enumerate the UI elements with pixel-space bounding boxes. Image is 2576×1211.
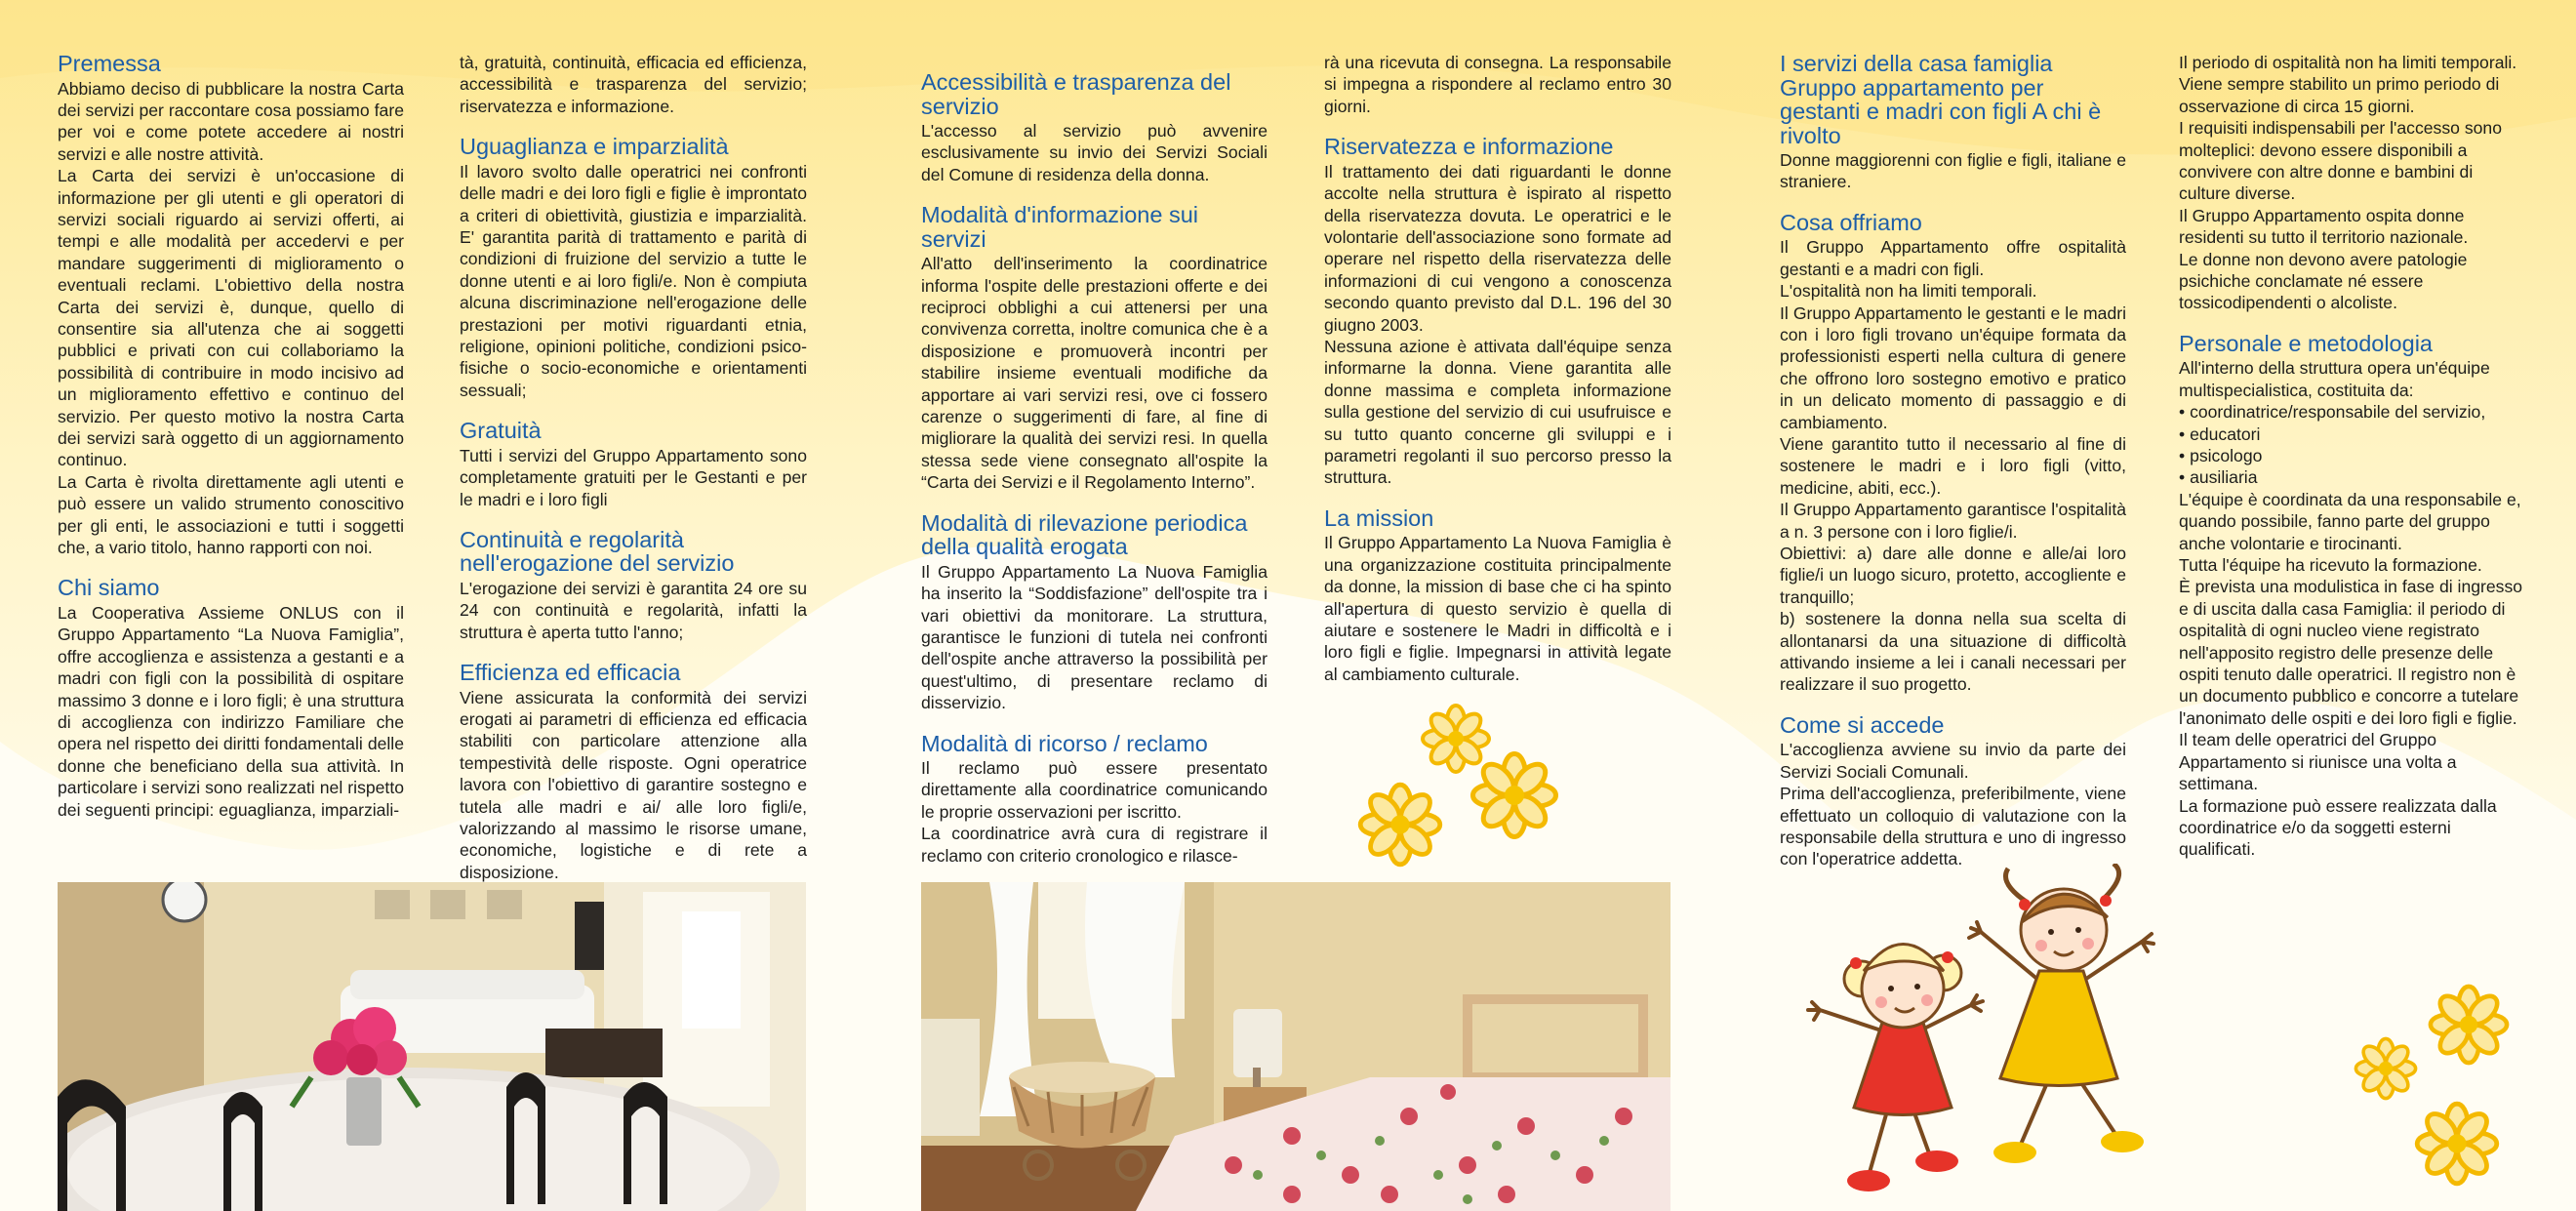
- gratuita-title: Gratuità: [460, 418, 542, 444]
- cosa-offriamo-text-3: Il Gruppo Appartamento le gestanti e le madri con i loro figli trovano un'équipe formata da professionisti esperti nella cultura di genere che offrono loro sostegno emotivo e pratico in un delicato momento di passaggio e di cambiamento.: [1780, 303, 2126, 432]
- continuita-text: L'erogazione dei servizi è garantita 24 ore su 24 con continuità e regolarità, infatti la struttura è aperta tutto l'anno;: [460, 578, 807, 642]
- informazione-servizi-text: All'atto dell'inserimento la coordinatrice informa l'ospite delle prestazioni offerte e dei reciproci obblighi a cui attenersi per una convivenza corretta, inoltre comunica che è a disposizione e promuoverà incontri per stabilire insieme eventuali modifiche da apportare ai vari servizi resi, ove ci fossero carenze o suggerimenti di fare, al fine di migliorare la qualità dei servizi resi. In quella stessa sede viene consegnato all'ospite la “Carta dei Servizi e il Regolamento Interno”.: [921, 254, 1268, 493]
- cosa-offriamo-text-4: Viene garantito tutto il necessario al fine di sostenere le madri e i loro figli (vitto, medicine, abiti, ecc.).: [1780, 433, 2126, 498]
- cosa-offriamo-text: Il Gruppo Appartamento offre ospitalità gestanti e a madri con figli.: [1780, 237, 2126, 279]
- come-si-accede-text-2: Prima dell'accoglienza, preferibilmente, viene effettuato un colloquio di valutazione con la responsabile della struttura e uno di ingresso con l'operatrice addetta.: [1780, 784, 2126, 869]
- riservatezza-title: Riservatezza e informazione: [1324, 134, 1614, 160]
- come-si-accede-text: L'accoglienza avviene su invio da parte dei Servizi Sociali Comunali.: [1780, 740, 2126, 782]
- chi-siamo-text: La Cooperativa Assieme ONLUS con il Gruppo Appartamento “La Nuova Famiglia”, offre accoglienza e assistenza a gestanti e a madri con figli con la possibilità di ospitare massimo 3 donne e i loro figli; è una struttura di accoglienza con indirizzo Familiare che opera nel rispetto dei diritti fondamentali delle donne che beneficiano della sua attività. In particolare i servizi sono realizzati nel rispetto dei seguenti principi: eguaglianza, imparziali-: [58, 602, 404, 820]
- ricorso-text-2: La coordinatrice avrà cura di registrare il reclamo con criterio cronologico e rilasce-: [921, 824, 1268, 866]
- chi-siamo-title: Chi siamo: [58, 575, 160, 601]
- personale-text-4: È prevista una modulistica in fase di ingresso e di uscita dalla casa Famiglia: il periodo di ospitalità di ogni nucleo viene registrato nell'apposito registro delle presenze delle ospiti tenuto dalle operatrici. Il registro non è un documento pubblico e concorre a tutelare l'anonimato delle ospiti e dei loro figli e figlie.: [2179, 577, 2523, 728]
- personale-list: [2179, 401, 2525, 489]
- servizi-text: Donne maggiorenni con figlie e figli, italiane e straniere.: [1780, 150, 2126, 192]
- ricorso-title: Modalità di ricorso / reclamo: [921, 730, 1208, 756]
- accessibilita-text: L'accesso al servizio può avvenire esclusivamente su invio dei Servizi Sociali del Comune di residenza della donna.: [921, 121, 1268, 184]
- cosa-offriamo-text-6: Obiettivi: a) dare alle donne e alle/ai loro figlie/i un luogo sicuro, protetto, accogliente e tranquillo;: [1780, 544, 2126, 607]
- rilevazione-text: Il Gruppo Appartamento La Nuova Famiglia ha inserito la “Soddisfazione” dell'ospite tra i vari obiettivi da monitorare. La struttura, garantisce le funzioni di tutela nei confronti dell'ospite anche attraverso la possibilità per quest'ultimo, di presentare reclamo di disservizio.: [921, 561, 1268, 713]
- uguaglianza-title: Uguaglianza e imparzialità: [460, 134, 729, 160]
- cosa-offriamo-title: Cosa offriamo: [1780, 209, 1922, 235]
- premessa-text-3: La Carta è rivolta direttamente agli utenti e può essere un valido strumento conoscitivo per gli enti, le associazioni e tutti i soggetti che, a vario titolo, hanno rapporti con noi.: [58, 471, 404, 558]
- photo-bedroom: [921, 882, 1670, 1211]
- efficienza-text: Viene assicurata la conformità dei servizi erogati ai parametri di efficienza ed efficacia stabiliti con particolare attenzione alla tempestività delle risposte. Ogni operatrice lavora con l'obiettivo di garantire sostegno e tutela alle madri e ai/ alle loro figli/e, valorizzando al massimo le risorse umane, economiche, logistiche e di rete a disposizione.: [460, 687, 807, 882]
- list-item: • psicologo: [2179, 445, 2525, 466]
- flowers-illustration: [1347, 698, 1581, 873]
- ricorso-text: Il reclamo può essere presentato direttamente alla coordinatrice comunicando le proprie osservazioni per iscritto.: [921, 758, 1268, 822]
- ospitalita-text-5: Le donne non devono avere patologie psichiche conclamate né essere tossicodipendenti o alcoliste.: [2179, 249, 2468, 313]
- column-6: [2179, 52, 2525, 861]
- reclamo-continuation: rà una ricevuta di consegna. La responsabile si impegna a rispondere al reclamo entro 30 giorni.: [1324, 53, 1671, 116]
- principi-continuation: tà, gratuità, continuità, efficacia ed efficienza, accessibilità e trasparenza del servizio; riservatezza e informazione.: [460, 53, 807, 116]
- ospitalita-text-1: Il periodo di ospitalità non ha limiti temporali.: [2179, 53, 2517, 72]
- ospitalita-text-2: Viene sempre stabilito un primo periodo di osservazione di circa 15 giorni.: [2179, 74, 2500, 116]
- rilevazione-title: Modalità di rilevazione periodica della qualità erogata: [921, 509, 1248, 560]
- informazione-servizi-title: Modalità d'informazione sui servizi: [921, 202, 1199, 252]
- ospitalita-text-3: I requisiti indispensabili per l'accesso sono molteplici: devono essere disponibili a convivere con altre donne e bambini di culture diverse.: [2179, 118, 2502, 204]
- efficienza-title: Efficienza ed efficacia: [460, 660, 681, 686]
- riservatezza-text-2: Nessuna azione è attivata dall'équipe senza informarne la donna. Viene garantita alle donne massima e completa informazione sulla gestione del servizio di cui usufruisce e su tutto quanto concerne gli sviluppi e i parametri regolanti il suo percorso presso la struttura.: [1324, 336, 1671, 488]
- come-si-accede-title: Come si accede: [1780, 711, 1945, 738]
- cosa-offriamo-text-2: L'ospitalità non ha limiti temporali.: [1780, 281, 2037, 302]
- premessa-title: Premessa: [58, 51, 161, 76]
- flowers-illustration-right: [2342, 966, 2556, 1200]
- cosa-offriamo-text-5: Il Gruppo Appartamento garantisce l'ospitalità a n. 3 persone con i loro figlie/i.: [1780, 500, 2126, 542]
- personale-text-5: Il team delle operatrici del Gruppo Appartamento si riunisce una volta a settimana.: [2179, 730, 2457, 794]
- premessa-text: Abbiamo deciso di pubblicare la nostra Carta dei servizi per raccontare cosa possiamo fare per voi e come potete accedere ai nostri servizi e alle nostre attività.: [58, 78, 404, 164]
- column-1: [58, 52, 404, 821]
- mission-title: La mission: [1324, 505, 1434, 531]
- personale-text-3: Tutta l'équipe ha ricevuto la formazione.: [2179, 555, 2482, 576]
- cosa-offriamo-text-7: b) sostenere la donna nella sua scelta di allontanarsi da una situazione di difficoltà attivando insieme a lei i canali necessari per realizzare il suo progetto.: [1780, 609, 2126, 695]
- mission-text: Il Gruppo Appartamento La Nuova Famiglia è una organizzazione costituita principalmente da donne, la mission di base che ci ha spinto all'apertura di questo servizio è quella di aiutare e sostenere le Madri in difficoltà e i loro figli e figlie. Impegnarsi in attività legate al cambiamento culturale.: [1324, 533, 1671, 684]
- servizi-title: I servizi della casa famiglia Gruppo appartamento per gestanti e madri con figli A chi è rivolto: [1780, 51, 2102, 148]
- continuita-title: Continuità e regolarità nell'erogazione del servizio: [460, 526, 735, 577]
- children-illustration: [1776, 864, 2225, 1211]
- list-item: • educatori: [2179, 424, 2525, 445]
- personale-text-2: L'équipe è coordinata da una responsabile e, quando possibile, fanno parte del gruppo anche volontarie e tirocinanti.: [2179, 489, 2521, 553]
- column-4: [1324, 52, 1671, 685]
- list-item: • ausiliaria: [2179, 466, 2525, 488]
- list-item: • coordinatrice/responsabile del servizio,: [2179, 401, 2525, 423]
- personale-title: Personale e metodologia: [2179, 330, 2433, 356]
- ospitalita-text-4: Il Gruppo Appartamento ospita donne residenti su tutto il territorio nazionale.: [2179, 205, 2469, 248]
- premessa-text-2: La Carta dei servizi è un'occasione di informazione per gli utenti e gli operatori di servizi sociali riguardo ai servizi offerti, ai tempi e alle modalità per accedervi e per mandare suggerimenti di miglioramento o eventuali reclami. L'obiettivo della nostra Carta dei servizi è, dunque, quello di consentire sia all'utenza che ai soggetti pubblici e privati con cui collaboriamo la possibilità di contribuire in modo incisivo ad un miglioramento effettivo e continuo del servizio. Per questo motivo la nostra Carta dei servizi sarà oggetto di un aggiornamento continuo.: [58, 166, 404, 470]
- personale-text: All'interno della struttura opera un'équipe multispecialistica, costituita da:: [2179, 358, 2490, 400]
- column-3: [921, 70, 1268, 867]
- gratuita-text: Tutti i servizi del Gruppo Appartamento sono completamente gratuiti per le Gestanti e per le madri e i loro figli: [460, 445, 807, 509]
- photo-living-room: [58, 882, 806, 1211]
- column-2: [460, 52, 807, 883]
- riservatezza-text: Il trattamento dei dati riguardanti le donne accolte nella struttura è ispirato al rispetto della riservatezza dovuta. Le operatrici e le volontarie dell'associazione sono formate ad operare nel rispetto della riservatezza delle informazioni di cui vengono a conoscenza secondo quanto previsto dal D.L. 196 del 30 giugno 2003.: [1324, 161, 1671, 335]
- uguaglianza-text: Il lavoro svolto dalle operatrici nei confronti delle madri e dei loro figli e figlie è improntato a criteri di obiettività, giustizia e imparzialità. E' garantita parità di trattamento e parità di condizioni di fruizione del servizio a tutte le donne utenti e ai loro figli/e. Non è compiuta alcuna discriminazione nell'erogazione delle prestazioni per motivi riguardanti etnia, religione, opinioni politiche, condizioni psico-fisiche o socio-economiche e orientamenti sessuali;: [460, 161, 807, 400]
- accessibilita-title: Accessibilità e trasparenza del servizio: [921, 69, 1231, 119]
- column-5: [1780, 52, 2126, 870]
- personale-text-6: La formazione può essere realizzata dalla coordinatrice e/o da soggetti esterni qualificati.: [2179, 795, 2497, 860]
